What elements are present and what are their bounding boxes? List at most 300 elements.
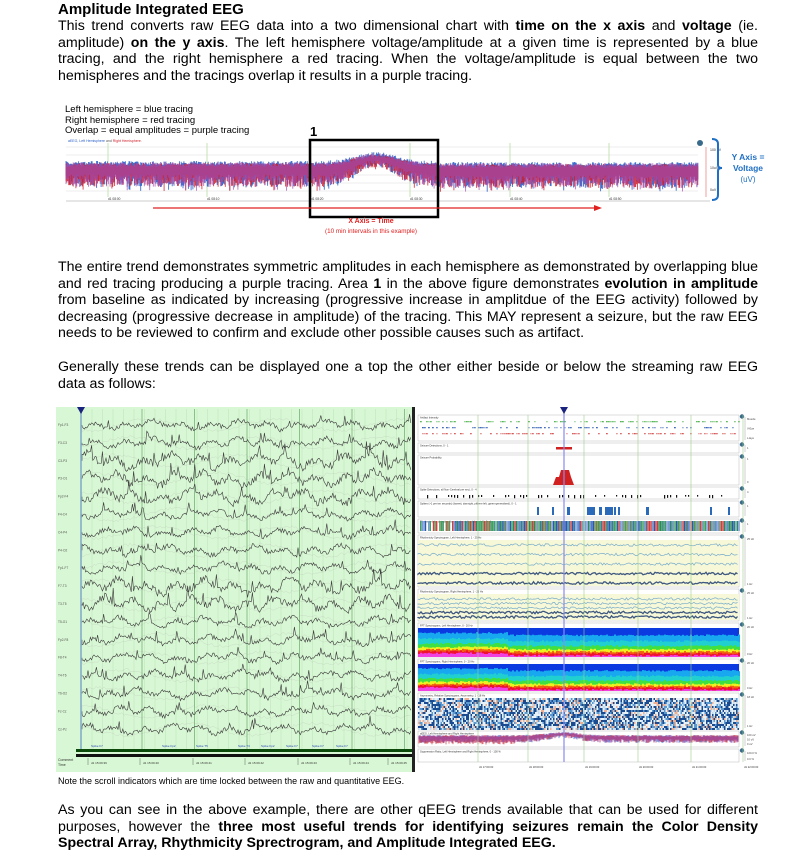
asymmetry-cell — [631, 712, 633, 714]
fft-band — [700, 655, 702, 657]
asymmetry-cell — [585, 704, 587, 706]
asymmetry-cell — [550, 720, 552, 722]
asymmetry-cell — [430, 714, 432, 716]
asymmetry-cell — [444, 728, 446, 730]
asymmetry-cell — [591, 722, 593, 724]
asymmetry-cell — [421, 702, 423, 704]
asymmetry-cell — [501, 716, 503, 718]
fft-band — [706, 690, 708, 691]
asymmetry-cell — [558, 704, 560, 706]
asymmetry-cell — [541, 700, 543, 702]
asymmetry-cell — [543, 700, 545, 702]
asymmetry-cell — [514, 716, 516, 718]
trend-info-icon[interactable] — [740, 486, 744, 490]
asymmetry-cell — [573, 706, 575, 708]
asymmetry-cell — [562, 708, 564, 710]
asymmetry-cell — [646, 710, 648, 712]
asymmetry-cell — [520, 722, 522, 724]
asymmetry-cell — [508, 700, 510, 702]
asymmetry-cell — [474, 700, 476, 702]
asymmetry-cell — [499, 706, 501, 708]
fft-band — [574, 690, 576, 692]
trend-scale-label: L-Eye — [747, 437, 755, 440]
asymmetry-cell — [457, 702, 459, 704]
asymmetry-cell — [523, 714, 525, 716]
fft-band — [662, 655, 664, 657]
asymmetry-cell — [522, 726, 524, 728]
asymmetry-cell — [444, 704, 446, 706]
asymmetry-cell — [598, 710, 600, 712]
fft-band — [736, 690, 738, 691]
asymmetry-cell — [613, 704, 615, 706]
asymmetry-cell — [627, 698, 629, 700]
aeeg-info-icon[interactable] — [697, 140, 703, 146]
asymmetry-cell — [577, 698, 579, 700]
asymmetry-cell — [453, 718, 455, 720]
asymmetry-cell — [505, 726, 507, 728]
fft-band — [420, 688, 422, 691]
trend-info-icon[interactable] — [740, 534, 744, 538]
asymmetry-cell — [522, 716, 524, 718]
trend-info-icon[interactable] — [740, 500, 744, 504]
fft-band — [440, 654, 442, 658]
asymmetry-cell — [466, 698, 468, 700]
asymmetry-cell — [421, 728, 423, 730]
asymmetry-cell — [432, 708, 434, 710]
asymmetry-cell — [594, 716, 596, 718]
rhythmic-delta-stripe — [521, 521, 522, 531]
rhythmic-delta-stripe — [500, 521, 501, 531]
asymmetry-cell — [526, 728, 528, 730]
fft-band — [428, 653, 430, 657]
rhythmic-delta-stripe — [566, 521, 567, 531]
artifact-mark — [672, 433, 674, 434]
asymmetry-cell — [460, 728, 462, 730]
asymmetry-cell — [643, 710, 645, 712]
trend-info-icon[interactable] — [740, 588, 744, 592]
asymmetry-cell — [553, 710, 555, 712]
asymmetry-cell — [630, 726, 632, 728]
asymmetry-cell — [543, 722, 545, 724]
asymmetry-cell — [646, 702, 648, 704]
fft-band — [544, 656, 546, 658]
trend-scale-label: 20 Hz — [747, 662, 755, 665]
rhythmic-delta-stripe — [710, 521, 711, 531]
asymmetry-cell — [586, 712, 588, 714]
fft-band — [730, 690, 732, 691]
panel-divider[interactable] — [412, 407, 415, 772]
asymmetry-cell — [672, 726, 674, 728]
asymmetry-cell — [589, 728, 591, 730]
asymmetry-cell — [628, 724, 630, 726]
trend-info-icon[interactable] — [740, 454, 744, 458]
rhythmic-delta-stripe — [650, 521, 651, 531]
asymmetry-cell — [514, 700, 516, 702]
asymmetry-cell — [454, 710, 456, 712]
asymmetry-cell — [468, 698, 470, 700]
trend-info-icon[interactable] — [740, 442, 744, 446]
asymmetry-cell — [474, 708, 476, 710]
legend-left-hemisphere: Left hemisphere = blue tracing — [65, 104, 194, 115]
trend-info-icon[interactable] — [740, 692, 744, 696]
asymmetry-cell — [475, 702, 477, 704]
asymmetry-cell — [465, 726, 467, 728]
asymmetry-cell — [661, 722, 663, 724]
fft-band — [512, 690, 514, 691]
asymmetry-cell — [438, 726, 440, 728]
asymmetry-cell — [675, 728, 677, 730]
asymmetry-cell — [589, 718, 591, 720]
asymmetry-cell — [418, 706, 420, 708]
asymmetry-cell — [420, 726, 422, 728]
asymmetry-cell — [586, 716, 588, 718]
asymmetry-cell — [438, 702, 440, 704]
footer-time-label: Time — [58, 763, 66, 767]
asymmetry-cell — [651, 712, 653, 714]
trend-info-icon[interactable] — [740, 748, 744, 752]
asymmetry-cell — [588, 716, 590, 718]
rhythmic-delta-stripe — [481, 521, 482, 531]
asymmetry-cell — [490, 698, 492, 700]
asymmetry-cell — [441, 718, 443, 720]
asymmetry-cell — [666, 700, 668, 702]
asymmetry-cell — [672, 710, 674, 712]
fft-band — [448, 654, 450, 657]
asymmetry-cell — [588, 706, 590, 708]
artifact-mark — [454, 421, 456, 422]
asymmetry-cell — [513, 714, 515, 716]
asymmetry-cell — [514, 722, 516, 724]
asymmetry-cell — [496, 720, 498, 722]
asymmetry-cell — [510, 720, 512, 722]
fft-band — [500, 653, 502, 657]
trend-panel-title: Rhythmicity Spectrogram, Right Hemisphere, 1 - 25 Hz — [420, 590, 484, 594]
rhythmic-delta-stripe — [489, 521, 490, 531]
aeeg-tracings — [66, 152, 698, 192]
rhythmic-delta-stripe — [718, 521, 719, 531]
asymmetry-cell — [489, 724, 491, 726]
asymmetry-cell — [511, 708, 513, 710]
artifact-mark — [704, 421, 706, 422]
asymmetry-cell — [633, 728, 635, 730]
raw-time-label: d1 15:09:40 — [143, 761, 159, 765]
asymmetry-cell — [646, 716, 648, 718]
asymmetry-cell — [654, 702, 656, 704]
asymmetry-cell — [475, 714, 477, 716]
area-1-label: 1 — [310, 124, 318, 139]
spike-mark — [454, 495, 455, 498]
asymmetry-cell — [426, 706, 428, 708]
artifact-mark — [500, 427, 502, 428]
asymmetry-cell — [600, 708, 602, 710]
asymmetry-cell — [582, 728, 584, 730]
asymmetry-cell — [499, 720, 501, 722]
fft-band — [598, 690, 600, 691]
asymmetry-cell — [658, 706, 660, 708]
asymmetry-cell — [657, 704, 659, 706]
asymmetry-cell — [651, 708, 653, 710]
asymmetry-cell — [460, 718, 462, 720]
asymmetry-cell — [519, 718, 521, 720]
asymmetry-cell — [538, 720, 540, 722]
raw-time-bar[interactable] — [76, 754, 412, 757]
asymmetry-cell — [675, 720, 677, 722]
fft-band — [696, 690, 698, 691]
asymmetry-cell — [669, 714, 671, 716]
asymmetry-cell — [490, 704, 492, 706]
fft-band — [718, 690, 720, 691]
asymmetry-cell — [652, 722, 654, 724]
artifact-mark — [620, 433, 622, 434]
artifact-mark — [500, 421, 502, 422]
artifact-mark — [536, 433, 538, 434]
asymmetry-cell — [613, 722, 615, 724]
asymmetry-cell — [621, 726, 623, 728]
rhythmic-delta-stripe — [614, 521, 615, 531]
asymmetry-cell — [619, 714, 621, 716]
rhythmic-delta-stripe — [511, 521, 512, 531]
fft-band — [466, 688, 468, 691]
asymmetry-cell — [631, 724, 633, 726]
asymmetry-cell — [597, 722, 599, 724]
asymmetry-cell — [448, 726, 450, 728]
asymmetry-cell — [655, 700, 657, 702]
asymmetry-cell — [658, 726, 660, 728]
asymmetry-cell — [589, 700, 591, 702]
asymmetry-cell — [532, 728, 534, 730]
asymmetry-cell — [501, 708, 503, 710]
trend-info-icon[interactable] — [740, 414, 744, 418]
channel-label: Cz-Pz — [58, 727, 67, 732]
artifact-mark — [666, 427, 668, 428]
artifact-mark — [424, 427, 426, 428]
rhythmic-delta-stripe — [713, 521, 714, 531]
asymmetry-cell — [561, 700, 563, 702]
asymmetry-cell — [471, 708, 473, 710]
artifact-mark — [680, 433, 682, 434]
asymmetry-cell — [598, 712, 600, 714]
asymmetry-cell — [630, 704, 632, 706]
artifact-mark — [614, 421, 616, 422]
rhythmic-delta-stripe — [540, 521, 541, 531]
asymmetry-cell — [492, 702, 494, 704]
asymmetry-cell — [459, 722, 461, 724]
asymmetry-cell — [640, 714, 642, 716]
asymmetry-cell — [426, 724, 428, 726]
rhythmic-delta-stripe — [716, 521, 717, 531]
fft-band — [672, 655, 674, 657]
asymmetry-cell — [628, 722, 630, 724]
asymmetry-cell — [582, 724, 584, 726]
trend-info-icon[interactable] — [740, 518, 744, 522]
asymmetry-cell — [529, 722, 531, 724]
asymmetry-cell — [526, 708, 528, 710]
asymmetry-cell — [597, 726, 599, 728]
asymmetry-cell — [508, 702, 510, 704]
asymmetry-cell — [663, 698, 665, 700]
asymmetry-cell — [594, 714, 596, 716]
fft-band — [510, 690, 512, 691]
asymmetry-cell — [487, 708, 489, 710]
asymmetry-cell — [526, 720, 528, 722]
asymmetry-cell — [624, 700, 626, 702]
asymmetry-cell — [493, 724, 495, 726]
artifact-mark — [450, 433, 452, 434]
asymmetry-cell — [643, 716, 645, 718]
fft-band — [482, 653, 484, 657]
event-marker-label: Spike T3 — [238, 744, 250, 748]
artifact-mark — [586, 421, 588, 422]
trend-info-icon[interactable] — [740, 658, 744, 662]
asymmetry-cell — [516, 710, 518, 712]
asymmetry-cell — [498, 710, 500, 712]
asymmetry-cell — [655, 720, 657, 722]
asymmetry-cell — [529, 718, 531, 720]
asymmetry-cell — [579, 714, 581, 716]
asymmetry-cell — [553, 714, 555, 716]
artifact-mark — [628, 433, 630, 434]
fft-band — [738, 656, 740, 657]
rhythmic-delta-stripe — [678, 521, 679, 531]
asymmetry-cell — [619, 722, 621, 724]
asymmetry-cell — [481, 712, 483, 714]
fft-band — [580, 689, 582, 691]
asymmetry-cell — [646, 704, 648, 706]
asymmetry-cell — [504, 728, 506, 730]
asymmetry-cell — [468, 720, 470, 722]
asymmetry-cell — [523, 708, 525, 710]
asymmetry-cell — [657, 722, 659, 724]
asymmetry-cell — [616, 718, 618, 720]
asymmetry-cell — [628, 716, 630, 718]
asymmetry-cell — [591, 716, 593, 718]
asymmetry-cell — [580, 726, 582, 728]
asymmetry-cell — [667, 724, 669, 726]
asymmetry-cell — [550, 716, 552, 718]
asymmetry-cell — [426, 698, 428, 700]
fft-band — [680, 656, 682, 657]
asymmetry-cell — [604, 712, 606, 714]
asymmetry-cell — [594, 710, 596, 712]
asymmetry-cell — [664, 708, 666, 710]
asymmetry-cell — [492, 728, 494, 730]
artifact-mark — [578, 427, 580, 428]
artifact-mark — [616, 433, 618, 434]
asymmetry-cell — [550, 726, 552, 728]
asymmetry-cell — [598, 714, 600, 716]
asymmetry-cell — [582, 708, 584, 710]
fft-band — [702, 655, 704, 657]
artifact-mark — [492, 421, 494, 422]
fft-band — [484, 687, 486, 691]
asymmetry-cell — [489, 708, 491, 710]
asymmetry-cell — [585, 706, 587, 708]
fft-band — [568, 655, 570, 657]
rhythmic-delta-stripe — [647, 521, 648, 531]
asymmetry-cell — [648, 720, 650, 722]
asymmetry-cell — [480, 728, 482, 730]
asymmetry-cell — [658, 702, 660, 704]
channel-label: Fp2-F4 — [58, 494, 69, 499]
asymmetry-cell — [501, 720, 503, 722]
asymmetry-cell — [421, 724, 423, 726]
asymmetry-cell — [604, 728, 606, 730]
rhythmic-delta-stripe — [682, 521, 683, 531]
asymmetry-cell — [610, 716, 612, 718]
trend-info-icon[interactable] — [740, 730, 744, 734]
rhythmic-delta-stripe — [503, 521, 504, 531]
asymmetry-cell — [654, 716, 656, 718]
fft-band — [490, 653, 492, 657]
asymmetry-cell — [457, 710, 459, 712]
asymmetry-cell — [642, 724, 644, 726]
asymmetry-cell — [664, 722, 666, 724]
asymmetry-cell — [427, 720, 429, 722]
fft-band — [472, 654, 474, 657]
asymmetry-cell — [549, 716, 551, 718]
fft-band — [610, 655, 612, 657]
asymmetry-cell — [672, 706, 674, 708]
fft-band — [540, 690, 542, 691]
asymmetry-cell — [579, 710, 581, 712]
asymmetry-cell — [537, 724, 539, 726]
rhythmic-delta-stripe — [633, 521, 634, 531]
asymmetry-cell — [445, 718, 447, 720]
artifact-mark — [436, 427, 438, 428]
asymmetry-cell — [511, 728, 513, 730]
asymmetry-cell — [493, 710, 495, 712]
asymmetry-cell — [631, 698, 633, 700]
asymmetry-cell — [546, 722, 548, 724]
asymmetry-cell — [565, 702, 567, 704]
asymmetry-cell — [433, 698, 435, 700]
asymmetry-cell — [571, 724, 573, 726]
asymmetry-cell — [534, 712, 536, 714]
asymmetry-cell — [453, 716, 455, 718]
asymmetry-cell — [429, 722, 431, 724]
asymmetry-cell — [420, 708, 422, 710]
asymmetry-cell — [592, 724, 594, 726]
asymmetry-cell — [502, 728, 504, 730]
asymmetry-cell — [655, 724, 657, 726]
asymmetry-cell — [624, 716, 626, 718]
asymmetry-cell — [543, 698, 545, 700]
trend-info-icon[interactable] — [740, 622, 744, 626]
asymmetry-cell — [648, 728, 650, 730]
asymmetry-cell — [418, 722, 420, 724]
rhythmic-delta-stripe — [631, 521, 632, 531]
asymmetry-cell — [531, 708, 533, 710]
artifact-mark — [706, 427, 708, 428]
asymmetry-cell — [598, 708, 600, 710]
asymmetry-cell — [546, 718, 548, 720]
asymmetry-cell — [625, 724, 627, 726]
asymmetry-cell — [565, 710, 567, 712]
fft-band — [632, 655, 634, 657]
artifact-mark — [454, 433, 456, 434]
artifact-mark — [532, 433, 534, 434]
fft-band — [614, 689, 616, 691]
asymmetry-cell — [424, 700, 426, 702]
asymmetry-cell — [421, 698, 423, 700]
asymmetry-cell — [552, 698, 554, 700]
asymmetry-cell — [568, 720, 570, 722]
asymmetry-cell — [598, 702, 600, 704]
artifact-mark — [734, 421, 736, 422]
asymmetry-cell — [499, 722, 501, 724]
asymmetry-cell — [510, 728, 512, 730]
rhythmic-delta-stripe — [737, 521, 738, 531]
